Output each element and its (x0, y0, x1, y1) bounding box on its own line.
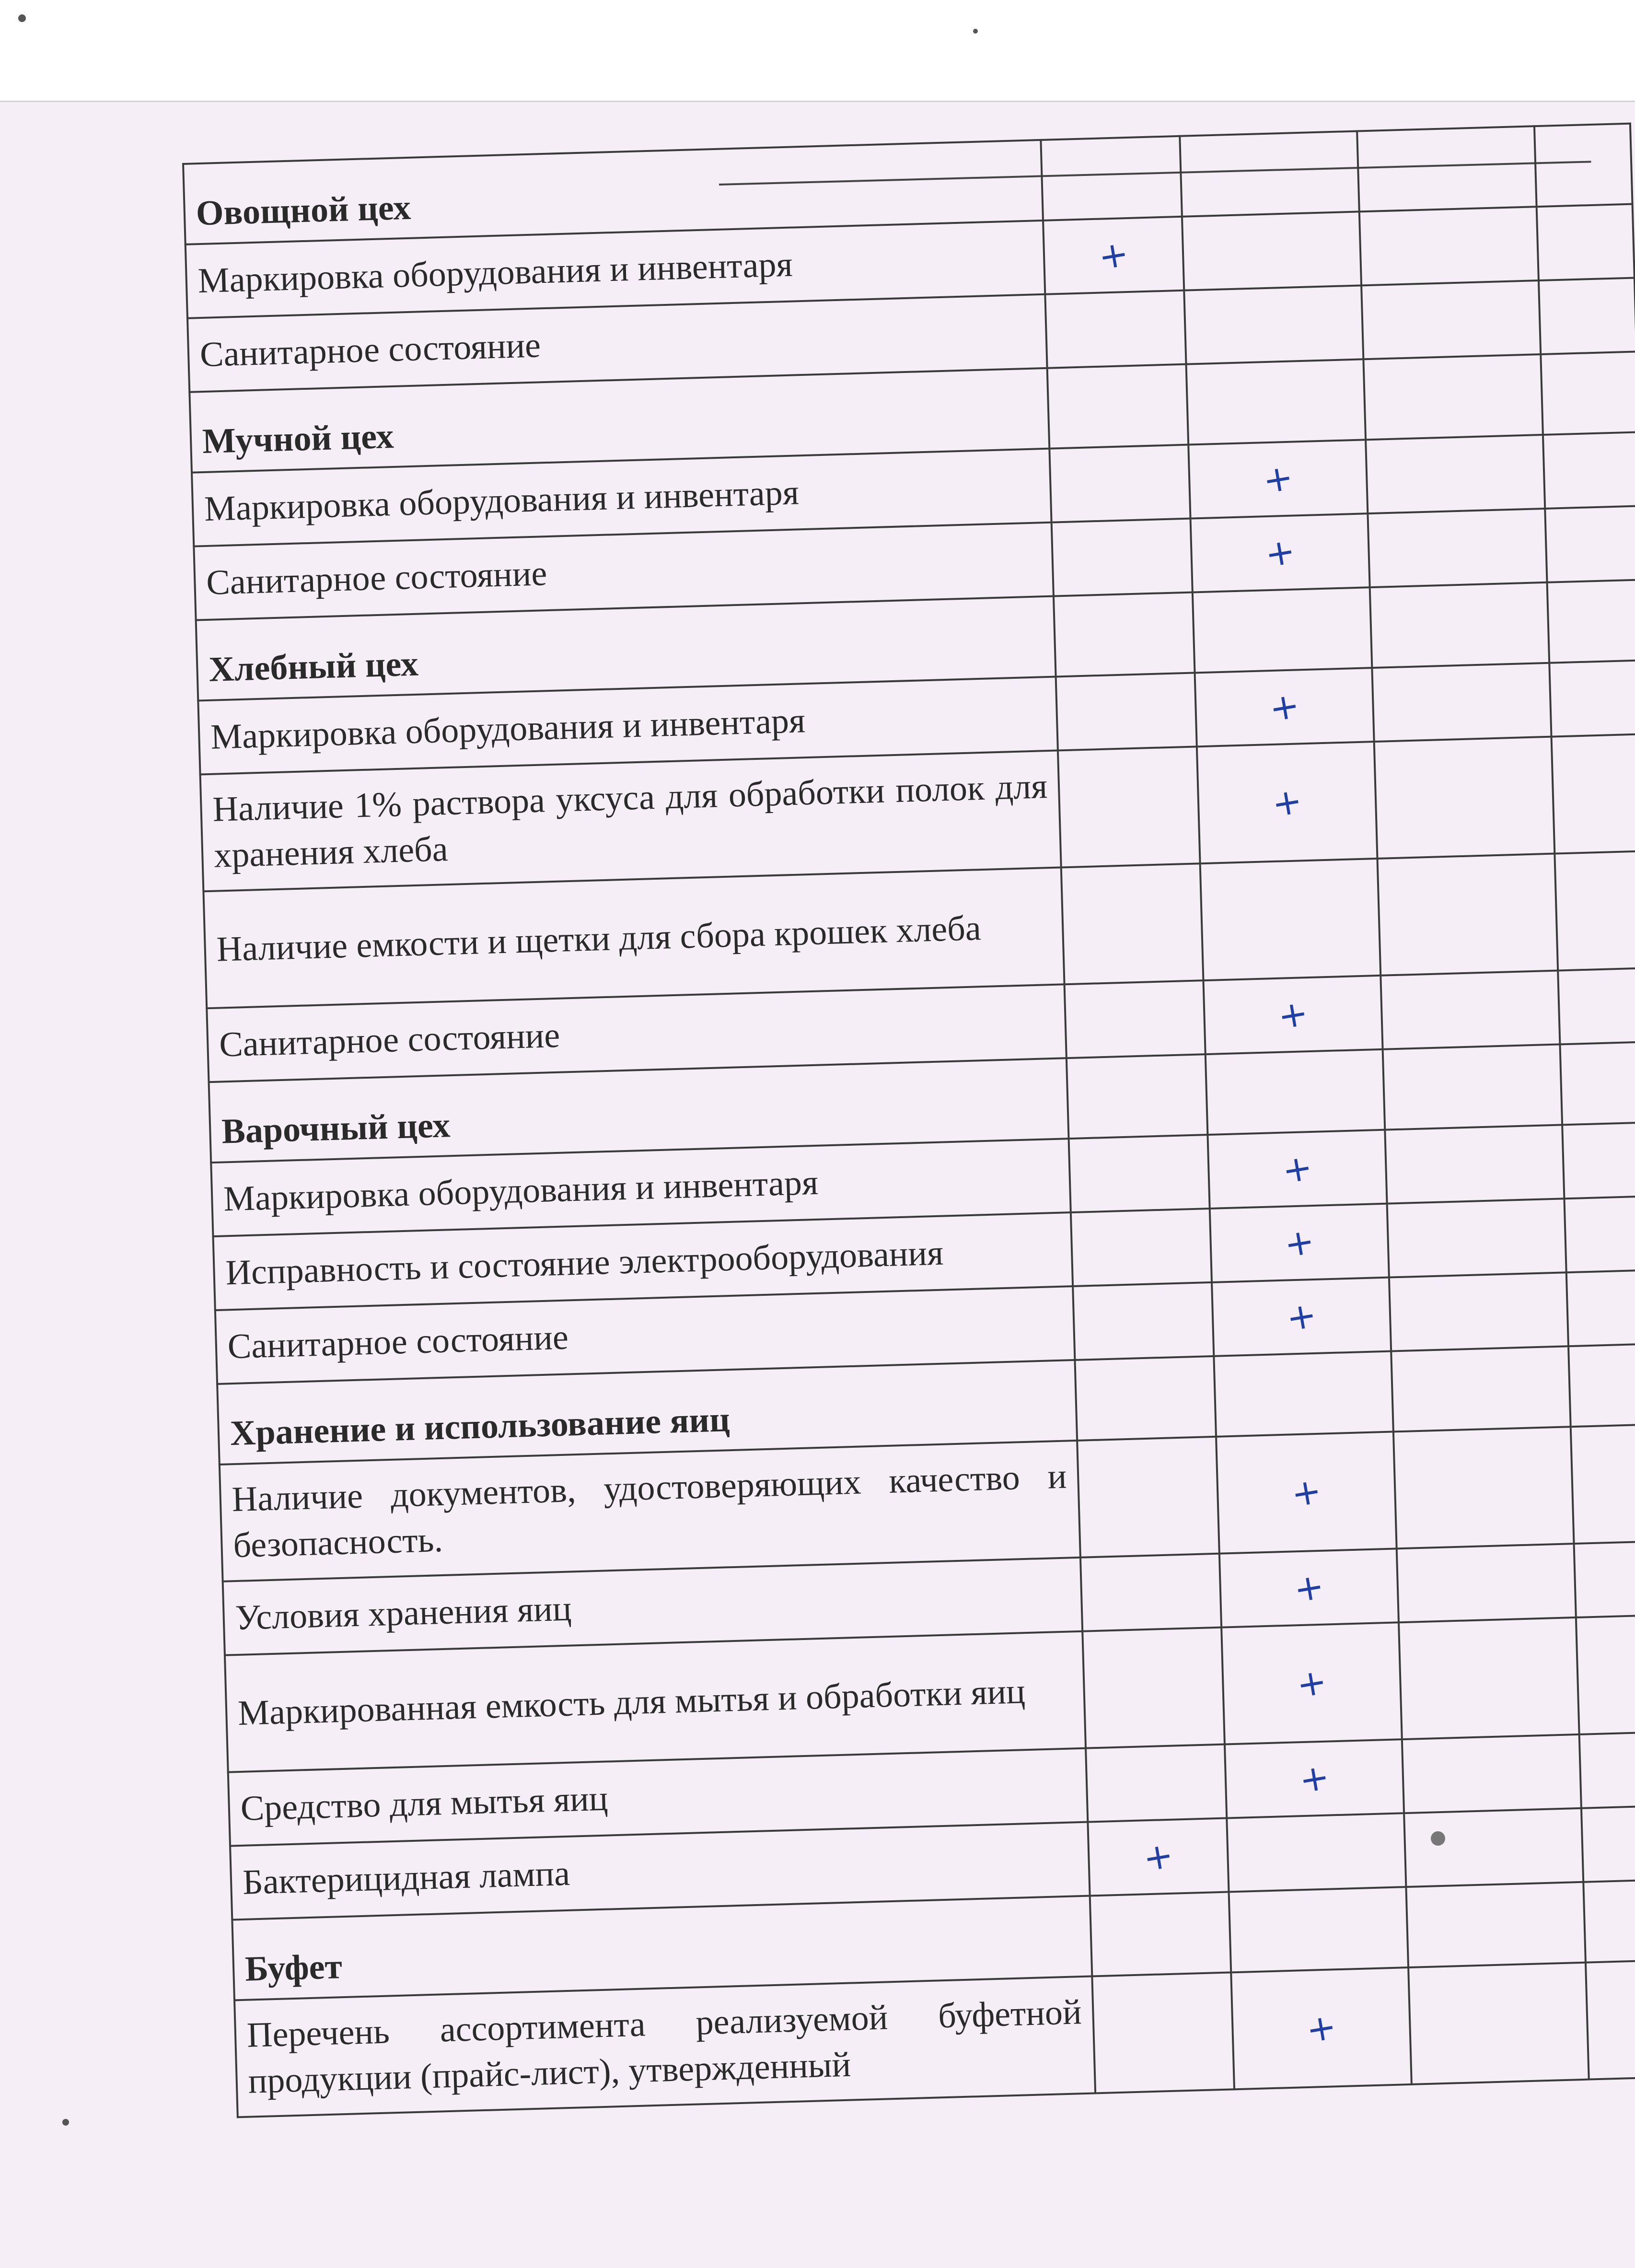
mark-cell (1402, 1734, 1581, 1813)
handwritten-plus-mark: + (1283, 1294, 1320, 1340)
mark-cell (1225, 1739, 1404, 1818)
mark-cell (1368, 509, 1547, 587)
checklist-body (183, 124, 1635, 2117)
checklist-item-label: Перечень ассортимента реализуемой буфетной продукции (прайс-лист), утвержденный (234, 1976, 1095, 2117)
mark-cell (1200, 859, 1381, 980)
mark-cell (1387, 1198, 1566, 1277)
mark-cell (1207, 1130, 1387, 1209)
section-header-cell (1047, 364, 1189, 449)
section-title: Буфет (232, 1896, 1092, 2000)
section-header-cell (1075, 1356, 1216, 1441)
mark-cell (1374, 737, 1555, 859)
mark-cell (1197, 742, 1378, 863)
mark-cell (1545, 506, 1635, 582)
handwritten-plus-mark: + (1303, 2005, 1340, 2051)
mark-cell (1219, 1548, 1399, 1627)
scan-speck (18, 14, 26, 22)
section-header-cell (1229, 1887, 1409, 1972)
mark-cell (1389, 1272, 1568, 1351)
mark-cell (1073, 1282, 1214, 1360)
section-header-cell (1067, 1054, 1208, 1139)
checklist-item-label: Санитарное состояние (194, 523, 1054, 620)
mark-cell (1077, 1437, 1219, 1558)
mark-cell (1537, 204, 1635, 281)
mark-cell (1586, 1960, 1635, 2079)
checklist-item-label: Санитарное состояние (215, 1286, 1075, 1384)
mark-cell (1071, 1209, 1212, 1286)
mark-cell (1380, 971, 1560, 1049)
mark-cell (1571, 1424, 1635, 1544)
checklist-item-label: Маркировка оборудования и инвентаря (198, 677, 1058, 775)
section-header-cell (1357, 126, 1537, 211)
checklist-item-label: Маркировка оборудования и инвентаря (186, 221, 1045, 318)
mark-cell (1227, 1813, 1406, 1892)
mark-cell (1056, 673, 1197, 750)
handwritten-plus-mark: + (1260, 456, 1297, 502)
mark-cell (1397, 1544, 1576, 1622)
section-header-cell (1547, 580, 1635, 663)
mark-cell (1581, 1805, 1635, 1882)
section-title: Мучной цех (189, 368, 1049, 473)
section-header-cell (1193, 587, 1372, 673)
scan-speck (973, 29, 978, 34)
checklist-item-label: Маркировка оборудования и инвентаря (211, 1139, 1071, 1236)
section-header-cell (1568, 1344, 1635, 1427)
mark-cell (1092, 1972, 1234, 2093)
section-header-cell (1391, 1346, 1571, 1431)
checklist-item-label: Наличие емкости и щетки для сбора крошек хлеба (203, 867, 1064, 1008)
mark-cell (1058, 746, 1200, 867)
mark-cell (1552, 734, 1635, 853)
handwritten-plus-mark: + (1266, 684, 1303, 730)
mark-cell (1188, 440, 1368, 518)
mark-cell (1203, 976, 1382, 1054)
section-header-cell (1041, 136, 1182, 221)
mark-cell (1086, 1745, 1227, 1822)
mark-cell (1366, 435, 1545, 513)
mark-cell (1088, 1818, 1229, 1896)
mark-cell (1543, 432, 1635, 509)
mark-cell (1393, 1427, 1574, 1548)
handwritten-plus-mark: + (1293, 1660, 1330, 1707)
handwritten-plus-mark: + (1291, 1565, 1327, 1611)
handwritten-plus-mark: + (1269, 779, 1305, 826)
mark-cell (1052, 519, 1193, 596)
mark-cell (1554, 851, 1635, 970)
section-header-cell (1370, 582, 1550, 668)
handwritten-plus-mark: + (1288, 1470, 1325, 1516)
mark-cell (1049, 445, 1190, 523)
mark-cell (1574, 1541, 1635, 1617)
checklist-item-label: Бактерицидная лампа (230, 1822, 1090, 1920)
mark-cell (1216, 1431, 1397, 1553)
section-header-cell (1090, 1892, 1231, 1976)
section-header-cell (1406, 1882, 1586, 1967)
mark-cell (1576, 1615, 1635, 1734)
mark-cell (1069, 1135, 1210, 1212)
mark-cell (1408, 1963, 1589, 2084)
mark-cell (1377, 854, 1558, 976)
section-header-cell (1214, 1351, 1393, 1437)
mark-cell (1045, 291, 1186, 368)
mark-cell (1221, 1622, 1402, 1744)
mark-cell (1549, 660, 1635, 737)
handwritten-plus-mark: + (1275, 992, 1311, 1038)
mark-cell (1212, 1278, 1391, 1356)
mark-cell (1404, 1808, 1583, 1887)
handwritten-plus-mark: + (1140, 1834, 1177, 1880)
mark-cell (1566, 1270, 1635, 1347)
handwritten-plus-mark: + (1262, 530, 1299, 576)
mark-cell (1564, 1196, 1635, 1273)
mark-cell (1372, 663, 1551, 742)
mark-cell (1065, 980, 1206, 1058)
mark-cell (1562, 1122, 1635, 1199)
section-header-cell (1560, 1042, 1635, 1125)
section-header-cell (1186, 359, 1366, 444)
mark-cell (1361, 280, 1541, 359)
checklist-item-label: Условия хранения яиц (223, 1558, 1083, 1655)
mark-cell (1061, 863, 1204, 984)
checklist-item-label: Маркированная емкость для мытья и обработки яиц (225, 1631, 1086, 1772)
scan-margin (0, 0, 1635, 110)
checklist-item-label: Наличие 1% раствора уксуса для обработки полок для хранения хлеба (200, 750, 1061, 891)
mark-cell (1359, 207, 1539, 285)
mark-cell (1579, 1732, 1635, 1808)
section-header-cell (1583, 1879, 1635, 1963)
section-header-cell (1363, 354, 1543, 440)
mark-cell (1399, 1617, 1579, 1739)
checklist-item-label: Санитарное состояние (187, 294, 1047, 392)
handwritten-plus-mark: + (1279, 1146, 1316, 1192)
mark-cell (1082, 1628, 1225, 1748)
section-header-cell (1206, 1049, 1385, 1135)
section-title: Хранение и использование яиц (217, 1360, 1077, 1465)
mark-cell (1210, 1204, 1389, 1282)
mark-cell (1191, 513, 1370, 592)
checklist-table (182, 123, 1635, 2118)
handwritten-plus-mark: + (1281, 1220, 1318, 1266)
section-title: Овощной цех (183, 140, 1043, 244)
mark-cell (1385, 1125, 1564, 1203)
mark-cell (1539, 278, 1635, 354)
section-header-cell (1534, 124, 1633, 207)
checklist-item-label: Маркировка оборудования и инвентаря (192, 449, 1052, 547)
mark-cell (1184, 285, 1363, 364)
mark-cell (1231, 1967, 1412, 2089)
mark-cell (1080, 1554, 1221, 1631)
section-header-cell (1180, 131, 1359, 217)
section-header-cell (1541, 351, 1635, 435)
mark-cell (1195, 668, 1374, 746)
mark-cell (1043, 217, 1184, 294)
mark-cell (1182, 211, 1361, 290)
mark-cell (1558, 968, 1635, 1045)
handwritten-plus-mark: + (1095, 233, 1132, 279)
scan-speck (62, 2119, 69, 2126)
checklist-item-label: Исправность и состояние электрооборудования (213, 1212, 1073, 1310)
section-title: Хлебный цех (196, 596, 1056, 701)
checklist-document (182, 124, 1635, 2118)
checklist-item-label: Санитарное состояние (207, 984, 1067, 1082)
checklist-item-label: Средство для мытья яиц (228, 1748, 1088, 1846)
section-header-cell (1383, 1044, 1563, 1129)
section-header-cell (1054, 592, 1195, 676)
section-title: Варочный цех (209, 1058, 1069, 1163)
checklist-item-label: Наличие документов, удостоверяющих качество и безопасность. (220, 1441, 1080, 1582)
handwritten-plus-mark: + (1296, 1756, 1333, 1802)
